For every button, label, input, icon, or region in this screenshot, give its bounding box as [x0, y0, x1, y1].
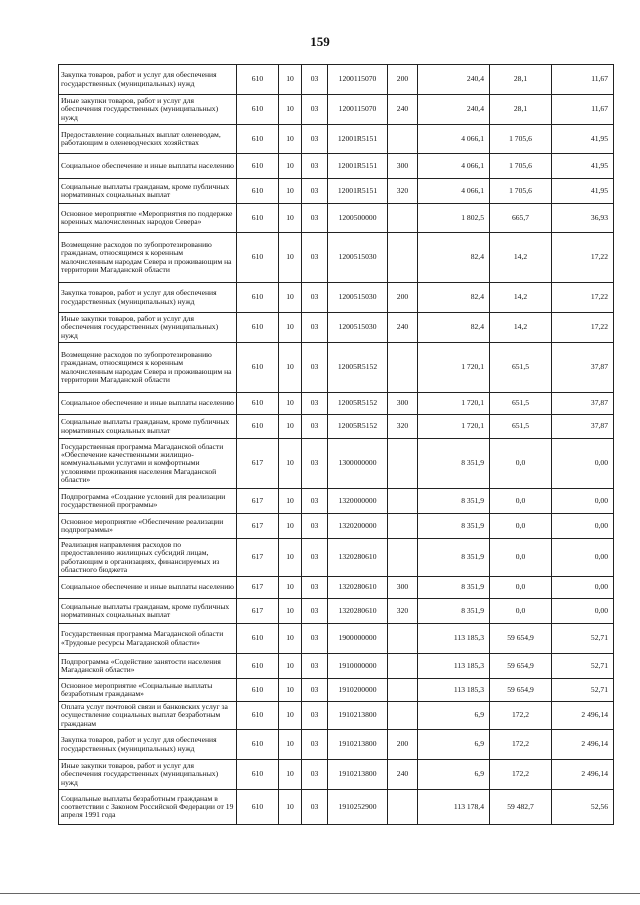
name-cell: Закупка товаров, работ и услуг для обеспечения государственных (муниципальных) нужд — [59, 730, 237, 760]
subsection-code-cell: 03 — [302, 439, 328, 489]
table-row — [59, 343, 614, 393]
budget-table-body — [59, 65, 614, 825]
percent-cell: 17,22 — [552, 283, 614, 313]
executed-amount-cell: 172,2 — [490, 702, 552, 730]
table-row — [59, 679, 614, 702]
ministry-code-cell: 617 — [237, 599, 279, 624]
subsection-code-cell: 03 — [302, 313, 328, 343]
expense-type-cell: 200 — [388, 65, 418, 95]
section-code-cell: 10 — [279, 125, 302, 154]
section-code-cell: 10 — [279, 204, 302, 233]
expense-type-cell — [388, 679, 418, 702]
percent-cell: 17,22 — [552, 313, 614, 343]
expense-type-cell — [388, 654, 418, 679]
expense-type-cell — [388, 439, 418, 489]
name-cell: Социальные выплаты безработным гражданам в соответствии с Законом Российской Федерации от 19 апреля 1991 года — [59, 790, 237, 825]
executed-amount-cell: 59 482,7 — [490, 790, 552, 825]
table-row — [59, 599, 614, 624]
section-code-cell: 10 — [279, 539, 302, 577]
expense-type-cell — [388, 343, 418, 393]
table-row — [59, 204, 614, 233]
name-cell: Иные закупки товаров, работ и услуг для обеспечения государственных (муниципальных) нужд — [59, 95, 237, 125]
name-cell: Иные закупки товаров, работ и услуг для обеспечения государственных (муниципальных) нужд — [59, 760, 237, 790]
executed-amount-cell: 14,2 — [490, 313, 552, 343]
name-cell: Социальное обеспечение и иные выплаты населению — [59, 154, 237, 179]
subsection-code-cell: 03 — [302, 65, 328, 95]
target-article-cell: 1200500000 — [328, 204, 388, 233]
table-row — [59, 415, 614, 439]
table-row — [59, 65, 614, 95]
executed-amount-cell: 59 654,9 — [490, 679, 552, 702]
subsection-code-cell: 03 — [302, 624, 328, 654]
section-code-cell: 10 — [279, 439, 302, 489]
executed-amount-cell: 28,1 — [490, 65, 552, 95]
plan-amount-cell: 8 351,9 — [418, 514, 490, 539]
section-code-cell: 10 — [279, 343, 302, 393]
executed-amount-cell: 172,2 — [490, 730, 552, 760]
executed-amount-cell: 0,0 — [490, 577, 552, 599]
target-article-cell: 1200515030 — [328, 233, 388, 283]
expense-type-cell: 320 — [388, 179, 418, 204]
subsection-code-cell: 03 — [302, 343, 328, 393]
expense-type-cell — [388, 125, 418, 154]
percent-cell: 2 496,14 — [552, 730, 614, 760]
section-code-cell: 10 — [279, 415, 302, 439]
table-row — [59, 702, 614, 730]
percent-cell: 0,00 — [552, 577, 614, 599]
name-cell: Основное мероприятие «Социальные выплаты безработным гражданам» — [59, 679, 237, 702]
ministry-code-cell: 617 — [237, 539, 279, 577]
subsection-code-cell: 03 — [302, 233, 328, 283]
executed-amount-cell: 0,0 — [490, 514, 552, 539]
section-code-cell: 10 — [279, 790, 302, 825]
name-cell: Оплата услуг почтовой связи и банковских услуг за осуществление социальных выплат безработным гражданам — [59, 702, 237, 730]
subsection-code-cell: 03 — [302, 393, 328, 415]
target-article-cell: 1200115070 — [328, 95, 388, 125]
target-article-cell: 1910213800 — [328, 702, 388, 730]
name-cell: Закупка товаров, работ и услуг для обеспечения государственных (муниципальных) нужд — [59, 283, 237, 313]
plan-amount-cell: 113 185,3 — [418, 654, 490, 679]
plan-amount-cell: 8 351,9 — [418, 489, 490, 514]
table-row — [59, 539, 614, 577]
expense-type-cell — [388, 233, 418, 283]
expense-type-cell — [388, 790, 418, 825]
executed-amount-cell: 665,7 — [490, 204, 552, 233]
percent-cell: 17,22 — [552, 233, 614, 283]
table-row — [59, 393, 614, 415]
table-row — [59, 730, 614, 760]
section-code-cell: 10 — [279, 599, 302, 624]
subsection-code-cell: 03 — [302, 283, 328, 313]
target-article-cell: 1900000000 — [328, 624, 388, 654]
target-article-cell: 1200515030 — [328, 283, 388, 313]
name-cell: Возмещение расходов по зубопротезированию гражданам, относящимся к коренным малочисленным народам Севера и проживающим на территории Магаданской области — [59, 343, 237, 393]
percent-cell: 41,95 — [552, 154, 614, 179]
percent-cell: 0,00 — [552, 489, 614, 514]
target-article-cell: 1910252900 — [328, 790, 388, 825]
percent-cell: 52,71 — [552, 679, 614, 702]
ministry-code-cell: 610 — [237, 654, 279, 679]
subsection-code-cell: 03 — [302, 415, 328, 439]
section-code-cell: 10 — [279, 730, 302, 760]
ministry-code-cell: 610 — [237, 65, 279, 95]
executed-amount-cell: 0,0 — [490, 439, 552, 489]
expense-type-cell — [388, 702, 418, 730]
name-cell: Социальные выплаты гражданам, кроме публичных нормативных социальных выплат — [59, 415, 237, 439]
subsection-code-cell: 03 — [302, 539, 328, 577]
expense-type-cell: 200 — [388, 730, 418, 760]
plan-amount-cell: 4 066,1 — [418, 154, 490, 179]
plan-amount-cell: 113 185,3 — [418, 679, 490, 702]
expense-type-cell — [388, 624, 418, 654]
executed-amount-cell: 0,0 — [490, 489, 552, 514]
target-article-cell: 1910213800 — [328, 730, 388, 760]
section-code-cell: 10 — [279, 233, 302, 283]
percent-cell: 37,87 — [552, 343, 614, 393]
subsection-code-cell: 03 — [302, 599, 328, 624]
target-article-cell: 1320200000 — [328, 514, 388, 539]
subsection-code-cell: 03 — [302, 179, 328, 204]
expense-type-cell: 240 — [388, 760, 418, 790]
plan-amount-cell: 6,9 — [418, 702, 490, 730]
percent-cell: 0,00 — [552, 599, 614, 624]
table-row — [59, 125, 614, 154]
executed-amount-cell: 1 705,6 — [490, 125, 552, 154]
table-row — [59, 154, 614, 179]
subsection-code-cell: 03 — [302, 489, 328, 514]
plan-amount-cell: 8 351,9 — [418, 577, 490, 599]
ministry-code-cell: 610 — [237, 790, 279, 825]
section-code-cell: 10 — [279, 654, 302, 679]
expense-type-cell: 300 — [388, 393, 418, 415]
expense-type-cell — [388, 489, 418, 514]
ministry-code-cell: 610 — [237, 95, 279, 125]
percent-cell: 2 496,14 — [552, 702, 614, 730]
plan-amount-cell: 1 720,1 — [418, 415, 490, 439]
section-code-cell: 10 — [279, 393, 302, 415]
target-article-cell: 1200115070 — [328, 65, 388, 95]
target-article-cell: 1320000000 — [328, 489, 388, 514]
executed-amount-cell: 59 654,9 — [490, 624, 552, 654]
ministry-code-cell: 610 — [237, 283, 279, 313]
subsection-code-cell: 03 — [302, 514, 328, 539]
plan-amount-cell: 240,4 — [418, 65, 490, 95]
ministry-code-cell: 610 — [237, 233, 279, 283]
plan-amount-cell: 6,9 — [418, 730, 490, 760]
subsection-code-cell: 03 — [302, 125, 328, 154]
section-code-cell: 10 — [279, 313, 302, 343]
executed-amount-cell: 28,1 — [490, 95, 552, 125]
section-code-cell: 10 — [279, 65, 302, 95]
percent-cell: 0,00 — [552, 439, 614, 489]
ministry-code-cell: 610 — [237, 393, 279, 415]
ministry-code-cell: 610 — [237, 154, 279, 179]
executed-amount-cell: 651,5 — [490, 393, 552, 415]
percent-cell: 52,71 — [552, 624, 614, 654]
target-article-cell: 12005R5152 — [328, 393, 388, 415]
expense-type-cell — [388, 514, 418, 539]
subsection-code-cell: 03 — [302, 702, 328, 730]
expense-type-cell — [388, 204, 418, 233]
table-row — [59, 439, 614, 489]
name-cell: Реализация направления расходов по предоставлению жилищных субсидий лицам, работающим в организациях, финансируемых из областного бюджета — [59, 539, 237, 577]
name-cell: Государственная программа Магаданской области «Обеспечение качественными жилищно-коммунальными услугами и комфортными условиями проживания населения Магаданской области» — [59, 439, 237, 489]
target-article-cell: 1320280610 — [328, 599, 388, 624]
executed-amount-cell: 651,5 — [490, 343, 552, 393]
percent-cell: 41,95 — [552, 179, 614, 204]
target-article-cell: 1200515030 — [328, 313, 388, 343]
name-cell: Подпрограмма «Содействие занятости населения Магаданской области» — [59, 654, 237, 679]
percent-cell: 11,67 — [552, 65, 614, 95]
plan-amount-cell: 113 185,3 — [418, 624, 490, 654]
expense-type-cell: 240 — [388, 313, 418, 343]
plan-amount-cell: 8 351,9 — [418, 439, 490, 489]
plan-amount-cell: 82,4 — [418, 313, 490, 343]
percent-cell: 11,67 — [552, 95, 614, 125]
percent-cell: 2 496,14 — [552, 760, 614, 790]
target-article-cell: 1910000000 — [328, 654, 388, 679]
section-code-cell: 10 — [279, 179, 302, 204]
section-code-cell: 10 — [279, 154, 302, 179]
name-cell: Основное мероприятие «Обеспечение реализации подпрограммы» — [59, 514, 237, 539]
ministry-code-cell: 610 — [237, 702, 279, 730]
target-article-cell: 12001R5151 — [328, 154, 388, 179]
target-article-cell: 1910200000 — [328, 679, 388, 702]
percent-cell: 52,56 — [552, 790, 614, 825]
name-cell: Закупка товаров, работ и услуг для обеспечения государственных (муниципальных) нужд — [59, 65, 237, 95]
plan-amount-cell: 1 720,1 — [418, 343, 490, 393]
percent-cell: 52,71 — [552, 654, 614, 679]
plan-amount-cell: 6,9 — [418, 760, 490, 790]
percent-cell: 0,00 — [552, 514, 614, 539]
executed-amount-cell: 59 654,9 — [490, 654, 552, 679]
target-article-cell: 12005R5152 — [328, 343, 388, 393]
budget-table — [58, 64, 614, 825]
executed-amount-cell: 1 705,6 — [490, 154, 552, 179]
ministry-code-cell: 610 — [237, 730, 279, 760]
subsection-code-cell: 03 — [302, 154, 328, 179]
executed-amount-cell: 0,0 — [490, 599, 552, 624]
name-cell: Предоставление социальных выплат оленеводам, работающим в оленеводческих хозяйствах — [59, 125, 237, 154]
subsection-code-cell: 03 — [302, 760, 328, 790]
target-article-cell: 1320280610 — [328, 539, 388, 577]
expense-type-cell: 320 — [388, 599, 418, 624]
target-article-cell: 1320280610 — [328, 577, 388, 599]
plan-amount-cell: 82,4 — [418, 233, 490, 283]
section-code-cell: 10 — [279, 283, 302, 313]
section-code-cell: 10 — [279, 702, 302, 730]
name-cell: Основное мероприятие «Мероприятия по поддержке коренных малочисленных народов Севера» — [59, 204, 237, 233]
ministry-code-cell: 610 — [237, 343, 279, 393]
table-row — [59, 179, 614, 204]
expense-type-cell: 300 — [388, 154, 418, 179]
ministry-code-cell: 610 — [237, 204, 279, 233]
ministry-code-cell: 617 — [237, 439, 279, 489]
executed-amount-cell: 14,2 — [490, 233, 552, 283]
subsection-code-cell: 03 — [302, 679, 328, 702]
executed-amount-cell: 14,2 — [490, 283, 552, 313]
expense-type-cell: 240 — [388, 95, 418, 125]
name-cell: Социальное обеспечение и иные выплаты населению — [59, 577, 237, 599]
name-cell: Подпрограмма «Создание условий для реализации государственной программы» — [59, 489, 237, 514]
section-code-cell: 10 — [279, 679, 302, 702]
target-article-cell: 12005R5152 — [328, 415, 388, 439]
subsection-code-cell: 03 — [302, 204, 328, 233]
name-cell: Социальное обеспечение и иные выплаты населению — [59, 393, 237, 415]
ministry-code-cell: 617 — [237, 577, 279, 599]
name-cell: Социальные выплаты гражданам, кроме публичных нормативных социальных выплат — [59, 599, 237, 624]
percent-cell: 41,95 — [552, 125, 614, 154]
section-code-cell: 10 — [279, 624, 302, 654]
section-code-cell: 10 — [279, 760, 302, 790]
plan-amount-cell: 113 178,4 — [418, 790, 490, 825]
percent-cell: 36,93 — [552, 204, 614, 233]
target-article-cell: 12001R5151 — [328, 179, 388, 204]
subsection-code-cell: 03 — [302, 95, 328, 125]
section-code-cell: 10 — [279, 489, 302, 514]
footer-rule — [0, 893, 640, 894]
section-code-cell: 10 — [279, 577, 302, 599]
subsection-code-cell: 03 — [302, 577, 328, 599]
target-article-cell: 12001R5151 — [328, 125, 388, 154]
plan-amount-cell: 8 351,9 — [418, 599, 490, 624]
ministry-code-cell: 610 — [237, 415, 279, 439]
ministry-code-cell: 610 — [237, 179, 279, 204]
table-row — [59, 233, 614, 283]
plan-amount-cell: 240,4 — [418, 95, 490, 125]
ministry-code-cell: 610 — [237, 313, 279, 343]
section-code-cell: 10 — [279, 514, 302, 539]
plan-amount-cell: 8 351,9 — [418, 539, 490, 577]
target-article-cell: 1910213800 — [328, 760, 388, 790]
table-row — [59, 283, 614, 313]
expense-type-cell — [388, 539, 418, 577]
name-cell: Социальные выплаты гражданам, кроме публичных нормативных социальных выплат — [59, 179, 237, 204]
expense-type-cell: 320 — [388, 415, 418, 439]
expense-type-cell: 200 — [388, 283, 418, 313]
plan-amount-cell: 1 720,1 — [418, 393, 490, 415]
name-cell: Возмещение расходов по зубопротезированию гражданам, относящимся к коренным малочисленным народам Севера и проживающим на территории Магаданской области — [59, 233, 237, 283]
name-cell: Иные закупки товаров, работ и услуг для обеспечения государственных (муниципальных) нужд — [59, 313, 237, 343]
ministry-code-cell: 617 — [237, 514, 279, 539]
table-row — [59, 313, 614, 343]
ministry-code-cell: 617 — [237, 489, 279, 514]
subsection-code-cell: 03 — [302, 790, 328, 825]
table-row — [59, 577, 614, 599]
executed-amount-cell: 172,2 — [490, 760, 552, 790]
name-cell: Государственная программа Магаданской области «Трудовые ресурсы Магаданской области» — [59, 624, 237, 654]
plan-amount-cell: 82,4 — [418, 283, 490, 313]
table-row — [59, 760, 614, 790]
target-article-cell: 1300000000 — [328, 439, 388, 489]
plan-amount-cell: 4 066,1 — [418, 179, 490, 204]
percent-cell: 37,87 — [552, 393, 614, 415]
ministry-code-cell: 610 — [237, 679, 279, 702]
executed-amount-cell: 0,0 — [490, 539, 552, 577]
subsection-code-cell: 03 — [302, 730, 328, 760]
percent-cell: 37,87 — [552, 415, 614, 439]
table-row — [59, 95, 614, 125]
table-row — [59, 654, 614, 679]
table-row — [59, 514, 614, 539]
plan-amount-cell: 4 066,1 — [418, 125, 490, 154]
page-number: 159 — [310, 34, 330, 49]
table-row — [59, 790, 614, 825]
expense-type-cell: 300 — [388, 577, 418, 599]
table-row — [59, 489, 614, 514]
executed-amount-cell: 1 705,6 — [490, 179, 552, 204]
percent-cell: 0,00 — [552, 539, 614, 577]
ministry-code-cell: 610 — [237, 624, 279, 654]
plan-amount-cell: 1 802,5 — [418, 204, 490, 233]
ministry-code-cell: 610 — [237, 125, 279, 154]
section-code-cell: 10 — [279, 95, 302, 125]
ministry-code-cell: 610 — [237, 760, 279, 790]
subsection-code-cell: 03 — [302, 654, 328, 679]
table-row — [59, 624, 614, 654]
executed-amount-cell: 651,5 — [490, 415, 552, 439]
